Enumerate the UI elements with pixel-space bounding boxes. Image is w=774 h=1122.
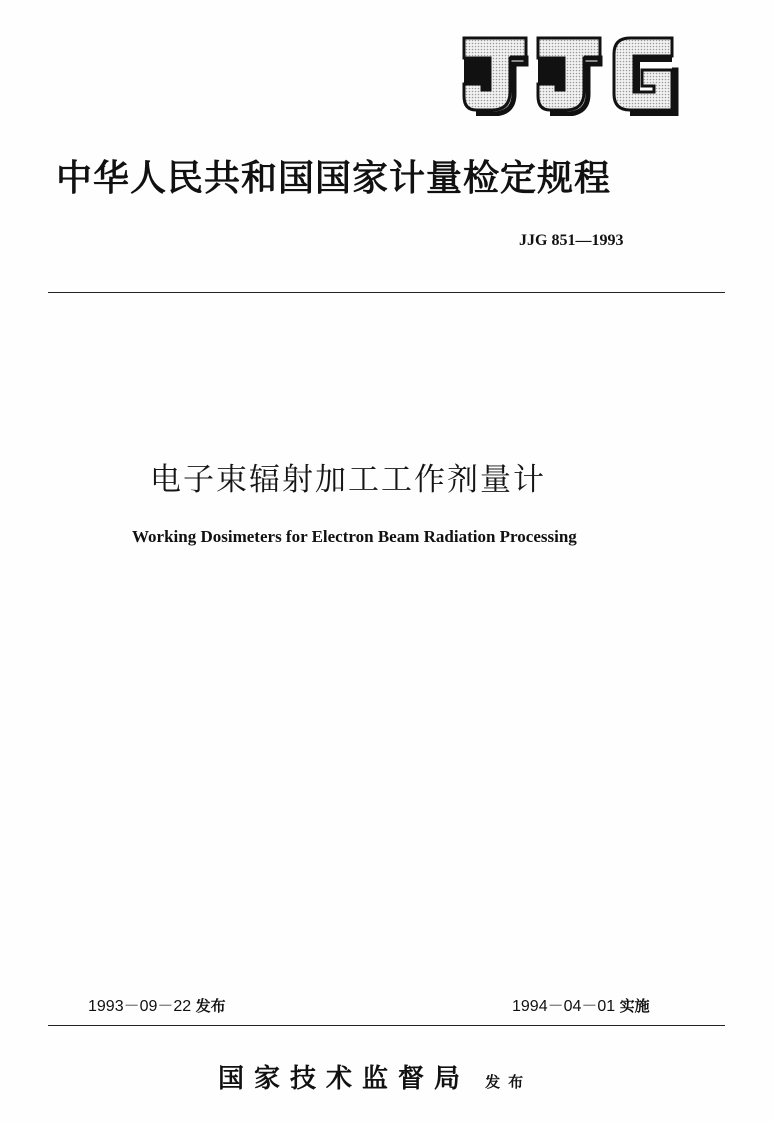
release-label: 发布 xyxy=(195,997,226,1015)
document-title-english: Working Dosimeters for Electron Beam Radiation Processing xyxy=(132,527,577,546)
effective-label: 实施 xyxy=(619,997,650,1015)
logo-letter-g xyxy=(614,38,676,114)
standard-code: JJG 851—1993 xyxy=(519,232,624,249)
release-date-block xyxy=(88,993,226,1016)
jjg-logo-graphic xyxy=(462,30,682,116)
effective-date: 1994－04－01 xyxy=(512,998,616,1015)
release-date: 1993－09－22 xyxy=(88,998,192,1015)
issuer-name: 国家技术监督局 xyxy=(218,1064,471,1094)
issuer-block xyxy=(218,1058,531,1095)
effective-date-block xyxy=(512,993,650,1016)
top-divider xyxy=(48,292,725,293)
bottom-divider xyxy=(48,1025,725,1026)
logo-letter-j1 xyxy=(464,38,526,114)
standard-series-title: 中华人民共和国国家计量检定规程 xyxy=(56,157,612,199)
logo-letter-j2 xyxy=(538,38,600,114)
document-title-chinese: 电子束辐射加工工作剂量计 xyxy=(150,462,546,498)
issuer-action: 发布 xyxy=(485,1073,532,1091)
jjg-logo xyxy=(462,30,682,116)
